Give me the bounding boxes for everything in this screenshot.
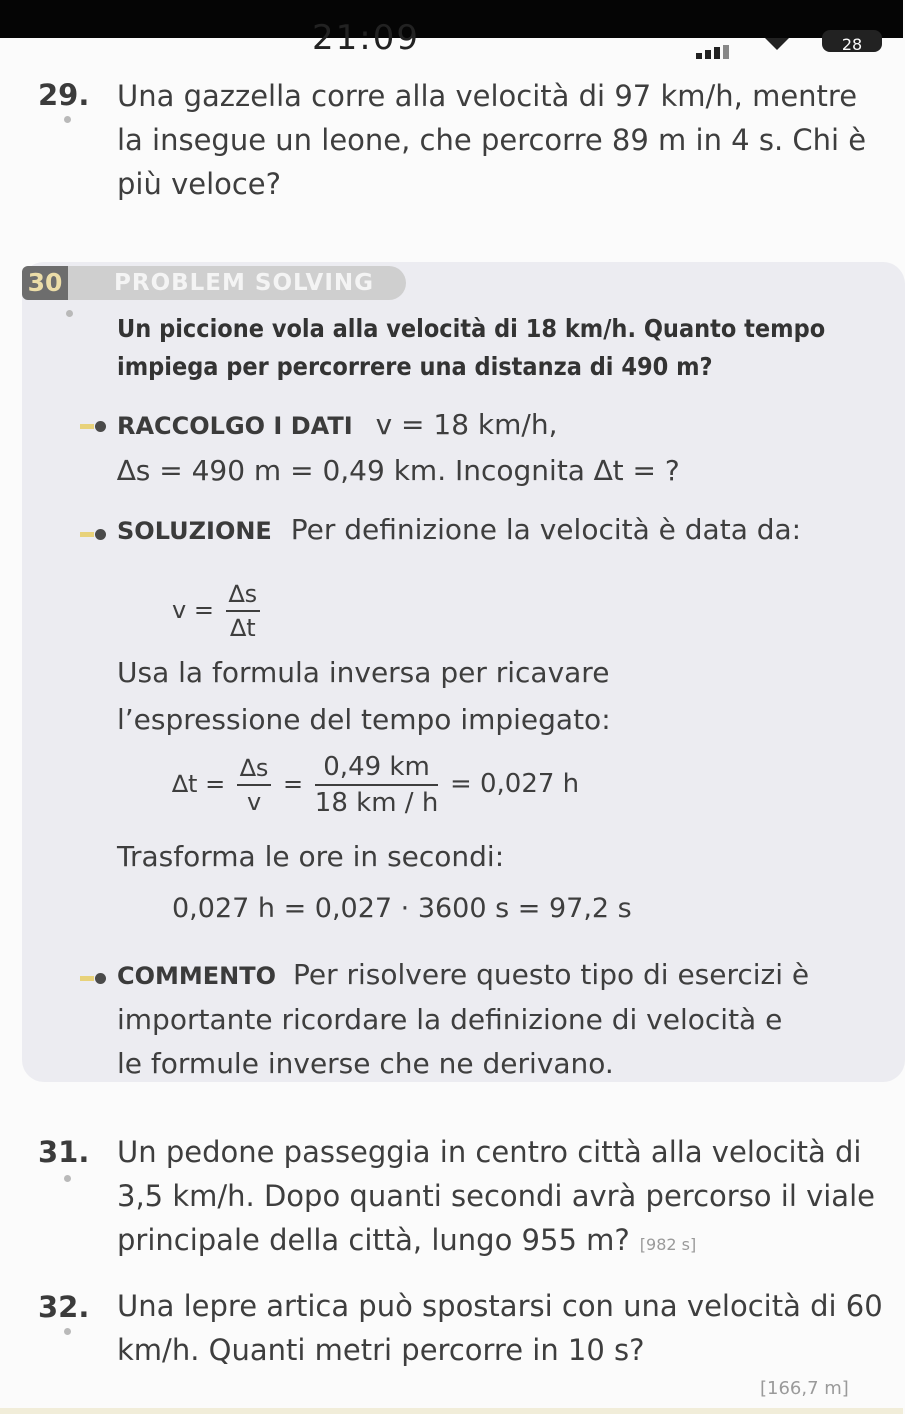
exercise-bullet	[64, 1328, 71, 1335]
formula1-denominator: ∆t	[230, 614, 256, 642]
exercise-31-answer: [982 s]	[639, 1235, 697, 1254]
page-bottom-edge	[0, 1408, 903, 1414]
step-marker-icon	[80, 524, 106, 543]
dati-value-1: v = 18 km/h,	[375, 408, 558, 441]
formula2-result: = 0,027 h	[449, 769, 580, 799]
exercise-31-text	[117, 1130, 892, 1267]
soluzione-line	[117, 513, 801, 546]
commento-text-2: importante ricordare la definizione di velocità e	[117, 1003, 783, 1036]
dati-label: RACCOLGO I DATI	[117, 412, 353, 440]
exercise-30-problem: Un piccione vola alla velocità di 18 km/h. Quanto tempo impiega per percorrere una distanza di 490 m?	[117, 314, 826, 381]
wifi-icon	[765, 38, 789, 50]
exercise-bullet	[64, 1175, 71, 1182]
exercise-31-statement: Un pedone passeggia in centro città alla velocità di 3,5 km/h. Dopo quanti secondi avrà percorso il viale principale della città, lungo 955 m?	[117, 1135, 875, 1257]
formula2-fraction-2	[315, 752, 439, 818]
dati-line-1	[117, 408, 558, 441]
step-marker-icon	[80, 416, 106, 435]
signal-icon	[696, 40, 736, 54]
formula2-equals: =	[283, 770, 304, 798]
soluzione-label: SOLUZIONE	[117, 517, 272, 545]
exercise-number-30: 30	[22, 266, 68, 300]
battery-icon: 28	[822, 30, 882, 52]
status-time: 21:09	[312, 18, 420, 58]
formula2-f1-denominator: v	[247, 788, 262, 816]
exercise-number-32: 32.	[38, 1290, 90, 1324]
dati-line-2: ∆s = 490 m = 0,49 km. Incognita ∆t = ?	[117, 454, 680, 487]
time-formula	[172, 752, 579, 818]
exercise-number-31: 31.	[38, 1135, 90, 1169]
exercise-32-text: Una lepre artica può spostarsi con una velocità di 60 km/h. Quanti metri percorre in 10 s?	[117, 1289, 883, 1367]
formula2-f2-denominator: 18 km / h	[314, 788, 439, 818]
exercise-29-text: Una gazzella corre alla velocità di 97 km/h, mentre la insegue un leone, che percorre 89 m in 4 s. Chi è più veloce?	[117, 79, 867, 201]
exercise-bullet	[64, 116, 71, 123]
step-marker-icon	[80, 968, 106, 987]
status-bar	[0, 0, 903, 38]
formula2-f1-numerator: ∆s	[237, 754, 272, 786]
problem-solving-badge: PROBLEM SOLVING	[68, 266, 406, 300]
exercise-32-answer: [166,7 m]	[760, 1378, 849, 1399]
commento-text-1: Per risolvere questo tipo di esercizi è	[292, 958, 810, 991]
commento-label: COMMENTO	[117, 962, 277, 990]
formula2-f2-numerator: 0,49 km	[315, 752, 439, 786]
exercise-number-29: 29.	[38, 78, 90, 112]
exercise-bullet	[66, 310, 73, 317]
soluzione-text: Per definizione la velocità è data da:	[290, 513, 802, 546]
inverse-text-1: Usa la formula inversa per ricavare	[117, 656, 610, 689]
transform-text: Trasforma le ore in secondi:	[117, 840, 505, 873]
velocity-formula	[172, 580, 264, 642]
commento-text-3: le formule inverse che ne derivano.	[117, 1047, 614, 1080]
formula2-lhs: ∆t =	[172, 770, 226, 798]
inverse-text-2: l’espressione del tempo impiegato:	[117, 703, 611, 736]
formula1-lhs: v =	[172, 596, 214, 624]
status-bar-strip	[0, 18, 903, 58]
conversion-formula: 0,027 h = 0,027 · 3600 s = 97,2 s	[172, 893, 632, 924]
formula2-fraction-1	[237, 754, 272, 816]
formula1-numerator: ∆s	[226, 580, 261, 612]
commento-line-1	[117, 958, 809, 991]
formula1-fraction	[226, 580, 261, 642]
